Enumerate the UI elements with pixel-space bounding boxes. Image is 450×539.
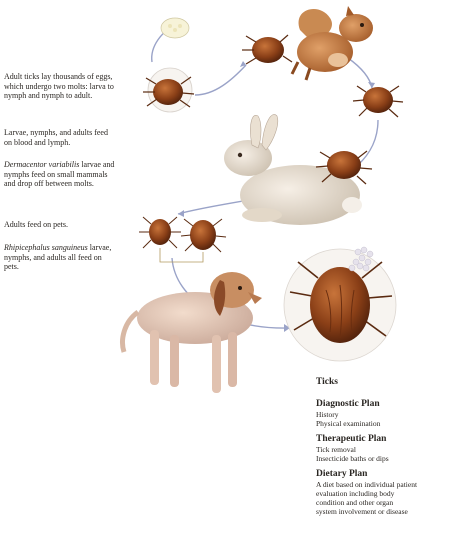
dog [123, 272, 262, 393]
engorged-tick [284, 247, 396, 361]
tick-pair [139, 217, 226, 262]
note-dermacentor-text: larvae and nymphs feed on small mammals and drop off between molts. [4, 160, 115, 189]
dietary-plan-section [316, 469, 450, 516]
therapeutic-line: Insecticide baths or dips [316, 454, 389, 463]
dietary-line: A diet based on individual patient [316, 480, 418, 489]
diagnostic-line: History [316, 410, 339, 419]
note-rhipicephalus-text: larvae, nymphs, and adults all feed on pets. [4, 243, 112, 272]
species-dermacentor: Dermacentor variabilis [4, 160, 80, 169]
therapeutic-plan-section [316, 434, 450, 463]
tick-nymph-right [353, 86, 403, 117]
dietary-line: condition and other organ [316, 498, 394, 507]
diagnostic-plan-heading: Diagnostic Plan [316, 399, 380, 409]
therapeutic-plan-heading: Therapeutic Plan [316, 434, 387, 444]
dietary-plan-heading: Dietary Plan [316, 469, 368, 479]
diagnostic-plan-section [316, 399, 450, 428]
species-rhipicephalus: Rhipicephalus sanguineus [4, 243, 88, 252]
panel-title: Ticks [316, 377, 339, 387]
therapeutic-line: Tick removal [316, 445, 356, 454]
adult-tick-upper [143, 68, 194, 112]
note-feeding: Larvae, nymphs, and adults feed on blood and lymph. [4, 128, 108, 147]
note-adults-pets: Adults feed on pets. [4, 220, 68, 229]
ticks-plan-panel [316, 377, 450, 516]
tick-on-squirrel [242, 35, 292, 64]
egg-cluster [161, 18, 189, 38]
diagnostic-line: Physical examination [316, 419, 381, 428]
dietary-line: evaluation including body [316, 489, 395, 498]
dietary-line: system involvement or disease [316, 507, 408, 516]
note-egg-laying: Adult ticks lay thousands of eggs, which undergo two molts: larva to nymph and nymph to adult. [4, 72, 114, 101]
note-rhipicephalus [4, 243, 116, 272]
note-dermacentor [4, 160, 116, 189]
